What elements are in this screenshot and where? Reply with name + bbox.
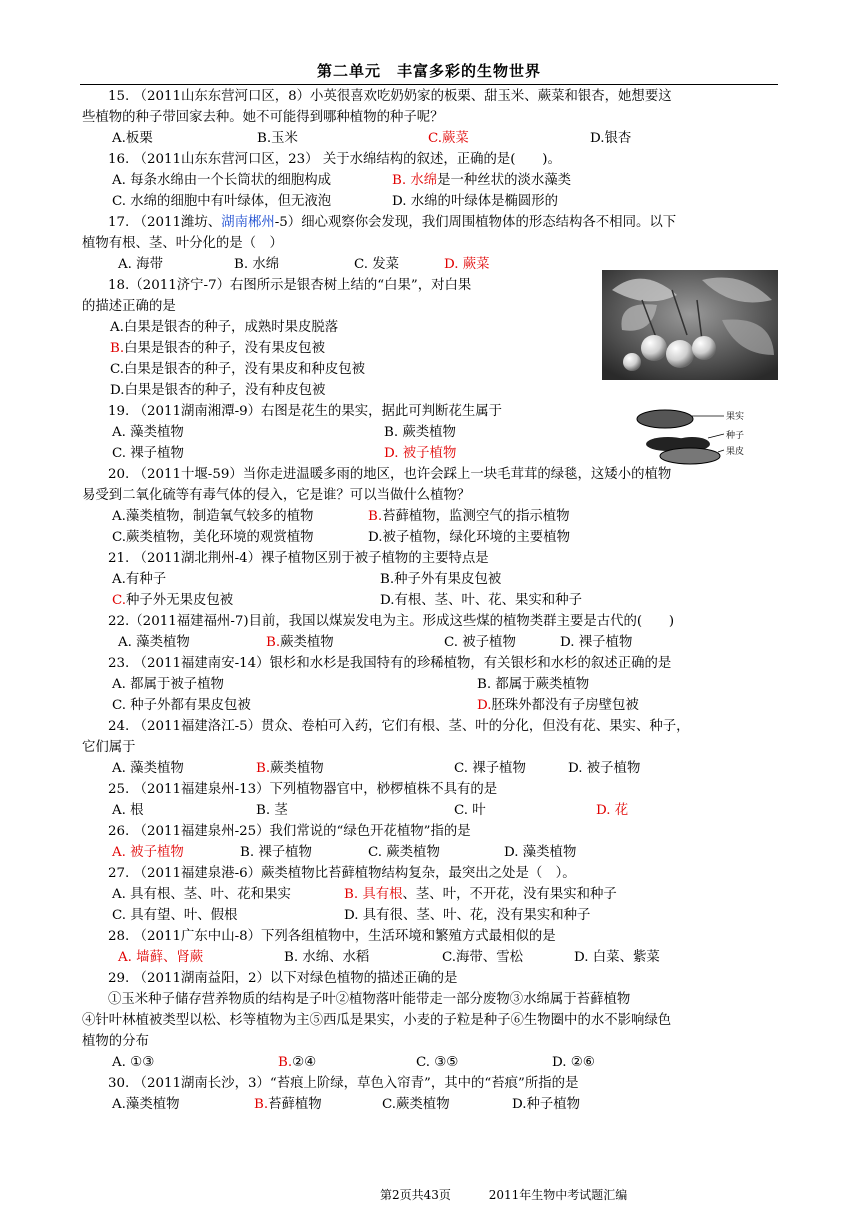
q28-stem: 28. （2011广东中山-8）下列各组植物中，生活环境和繁殖方式最相似的是 [108, 929, 556, 944]
q23-options-2 [82, 695, 776, 716]
q24-option-b-key: B. [256, 761, 271, 776]
q29-option-c: C. ③⑤ [416, 1055, 459, 1070]
q30-stem: 30. （2011湖南长沙，3）“苔痕上阶绿，草色入帘青”，其中的“苔痕”所指的是 [108, 1076, 579, 1091]
q20-option-b-key: B. [368, 509, 383, 524]
q24-option-b-text: 蕨类植物 [270, 761, 324, 776]
q30-option-c: C.蕨类植物 [382, 1097, 450, 1112]
q25-option-b: B. 茎 [256, 803, 288, 818]
q20-options-2 [82, 527, 776, 548]
q20-option-b-text: 苔藓植物，监测空气的指示植物 [382, 509, 570, 524]
q25-option-d: D. 花 [596, 803, 629, 818]
q20-stem-2: 易受到二氧化硫等有毒气体的侵入，它是谁？可以当做什么植物？ [82, 488, 471, 503]
q26-stem: 26. （2011福建泉州-25）我们常说的“绿色开花植物”指的是 [108, 824, 471, 839]
q30-option-b-text: 苔藓植物 [268, 1097, 322, 1112]
q16-option-d: D. 水绵的叶绿体是椭圆形的 [392, 194, 559, 209]
q15-emphasis: 不可能 [256, 110, 297, 125]
q25-options [82, 800, 776, 821]
q20-option-b [368, 506, 570, 527]
q21-options-2 [82, 590, 776, 611]
q28-option-c: C.海带、雪松 [442, 950, 523, 965]
label-fruit: 果实 [726, 412, 745, 422]
q21-stem: 21. （2011湖北荆州-4）裸子植物区别于被子植物的主要特点是 [108, 551, 489, 566]
q26-options [82, 842, 776, 863]
label-peel: 果皮 [726, 447, 745, 457]
q18-option-b [82, 338, 776, 359]
q24-option-a: A. 藻类植物 [112, 761, 184, 776]
page-number: 第2页共43页 [380, 1188, 451, 1202]
q23-option-d-text: 胚珠外都没有子房壁包被 [491, 698, 639, 713]
q22-option-a: A. 藻类植物 [118, 635, 190, 650]
q16-option-b-key: B. 水绵 [392, 173, 438, 188]
q15-stem-2a: 些植物的种子带回家去种。她 [82, 110, 257, 125]
page-header: 第二单元 丰富多彩的生物世界 [316, 62, 541, 80]
q29-stem-3: ④针叶林植被类型以松、杉等植物为主⑤西瓜是果实，小麦的子粒是种子⑥生物圈中的水不影响绿色 [82, 1013, 672, 1028]
q16-options-1 [82, 170, 776, 191]
q29-option-b [278, 1052, 316, 1073]
q26-option-a: A. 被子植物 [112, 845, 184, 860]
q30-options [82, 1094, 776, 1115]
q21-option-c [112, 590, 233, 611]
q17-stem-2: 植物有根、茎、叶分化的是（ ） [82, 236, 283, 251]
q29-options [82, 1052, 776, 1073]
q27-option-b [344, 884, 617, 905]
q24-option-b [256, 758, 324, 779]
q25-stem [82, 779, 776, 800]
q26-option-d: D. 藻类植物 [504, 845, 577, 860]
q22-stem: 22.（2011福建福州-7)目前，我国以煤炭发电为主。形成这些煤的植物类群主要是古代的( ) [108, 614, 675, 629]
q17-stem-1 [82, 212, 776, 233]
q15-stem-2 [82, 107, 776, 128]
q30-option-a: A.藻类植物 [112, 1097, 180, 1112]
q17-options [82, 254, 776, 275]
q28-option-a: A. 墙藓、肾蕨 [118, 950, 204, 965]
q18-option-b-text: 白果是银杏的种子，没有果皮包被 [124, 341, 325, 356]
q21-option-d: D.有根、茎、叶、花、果实和种子 [380, 593, 582, 608]
q15-options [82, 128, 776, 149]
q15-stem-2c: 得到哪种植物的种子呢？ [296, 110, 444, 125]
q21-option-c-text: 种子外无果皮包被 [126, 593, 234, 608]
q19-option-a: A. 藻类植物 [112, 425, 184, 440]
q15-option-b: B.玉米 [257, 131, 298, 146]
q16-option-c: C. 水绵的细胞中有叶绿体，但无液泡 [112, 194, 332, 209]
q24-stem-2: 它们属于 [82, 740, 136, 755]
q19-option-b: B. 蕨类植物 [384, 425, 456, 440]
q27-options-1 [82, 884, 776, 905]
q23-options-1 [82, 674, 776, 695]
q20-option-a: A.藻类植物，制造氧气较多的植物 [112, 509, 314, 524]
q22-option-d: D. 裸子植物 [560, 635, 633, 650]
q30-option-b [254, 1094, 322, 1115]
q23-option-a: A. 都属于被子植物 [112, 677, 224, 692]
q18-option-a: A.白果是银杏的种子，成熟时果皮脱落 [110, 320, 339, 335]
q17-stem-1c: -5）细心观察你会发现，我们周围植物体的形态结构各不相同。以下 [274, 215, 677, 230]
q22-option-b [266, 632, 334, 653]
q23-option-c: C. 种子外都有果皮包被 [112, 698, 251, 713]
q27-options-2 [82, 905, 776, 926]
q17-source-link: 湖南郴州 [221, 215, 275, 230]
q20-options-1 [82, 506, 776, 527]
q30-option-b-key: B. [254, 1097, 269, 1112]
q29-option-d: D. ②⑥ [552, 1055, 595, 1070]
q25-stem-c: 的是 [470, 782, 498, 797]
q18-option-c: C.白果是银杏的种子，没有果皮和种皮包被 [110, 362, 366, 377]
q20-option-c: C.蕨类植物，美化环境的观赏植物 [112, 530, 314, 545]
q19-stem: 19. （2011湖南湘潭-9）右图是花生的果实，据此可判断花生属于 [108, 404, 503, 419]
q27-option-b-key: B. 具有根 [344, 887, 403, 902]
q18-option-d: D.白果是银杏的种子，没有种皮包被 [110, 383, 326, 398]
q21-option-c-key: C. [112, 593, 127, 608]
q28-option-d: D. 白菜、紫菜 [574, 950, 660, 965]
q21-option-a: A.有种子 [112, 572, 167, 587]
q21-options-1 [82, 569, 776, 590]
q23-option-d [477, 695, 639, 716]
q29-option-b-key: B. [278, 1055, 293, 1070]
q15-option-a: A.板栗 [112, 131, 153, 146]
q17-option-c: C. 发菜 [354, 257, 400, 272]
q29-option-b-text: ②④ [292, 1055, 317, 1070]
q30-option-d: D.种子植物 [512, 1097, 581, 1112]
q20-option-d: D.被子植物，绿化环境的主要植物 [368, 530, 570, 545]
q16-stem: 16. （2011山东东营河口区，23） 关于水绵结构的叙述，正确的是( )。 [108, 152, 561, 167]
q22-option-c: C. 被子植物 [444, 635, 516, 650]
q29-stem-2: ①玉米种子储存营养物质的结构是子叶②植物落叶能带走一部分废物③水绵属于苔藓植物 [108, 992, 631, 1007]
q20-stem-1: 20. （2011十堰-59）当你走进温暖多雨的地区，也许会踩上一块毛茸茸的绿毯，这矮小的植物 [108, 467, 672, 482]
q18-option-b-key: B. [110, 341, 125, 356]
q25-emphasis: 不具有 [430, 782, 471, 797]
q27-stem: 27. （2011福建泉港-6）蕨类植物比苔藓植物结构复杂，最突出之处是（ ）。 [108, 866, 576, 881]
footer-title: 2011年生物中考试题汇编 [488, 1188, 628, 1202]
q16-option-b-text: 是一种丝状的淡水藻类 [437, 173, 572, 188]
q24-option-c: C. 裸子植物 [454, 761, 526, 776]
q19-options-1 [82, 422, 776, 443]
q16-options-2 [82, 191, 776, 212]
question-list [82, 86, 776, 1115]
header-rule [80, 84, 778, 85]
q24-option-d: D. 被子植物 [568, 761, 641, 776]
q25-stem-a: 25. （2011福建泉州-13）下列植物器官中，桫椤植株 [108, 782, 431, 797]
q21-option-b: B.种子外有果皮包被 [380, 572, 502, 587]
q17-option-b: B. 水绵 [234, 257, 280, 272]
q24-options [82, 758, 776, 779]
q19-option-c: C. 裸子植物 [112, 446, 184, 461]
q25-option-c: C. 叶 [454, 803, 486, 818]
q27-option-a: A. 具有根、茎、叶、花和果实 [112, 887, 291, 902]
q19-options-2 [82, 443, 776, 464]
q25-option-a: A. 根 [112, 803, 144, 818]
q15-option-d: D.银杏 [590, 131, 632, 146]
q22-option-b-key: B. [266, 635, 281, 650]
q27-option-b-text: 、茎、叶，不开花，没有果实和种子 [402, 887, 617, 902]
q27-option-d: D. 具有很、茎、叶、花，没有果实和种子 [344, 908, 591, 923]
q17-stem-1a: 17. （2011潍坊、 [108, 215, 222, 230]
q22-options [82, 632, 776, 653]
q16-option-b [392, 170, 571, 191]
q18-stem-2: 的描述正确的是 [82, 299, 176, 314]
q28-option-b: B. 水绵、水稻 [284, 950, 370, 965]
q19-option-d: D. 被子植物 [384, 446, 457, 461]
page-footer [380, 1186, 661, 1203]
q26-option-c: C. 蕨类植物 [368, 845, 440, 860]
q17-option-d: D. 蕨菜 [444, 257, 490, 272]
q23-stem: 23. （2011福建南安-14）银杉和水杉是我国特有的珍稀植物，有关银杉和水杉的叙述正确的是 [108, 656, 672, 671]
label-seed: 种子 [726, 431, 745, 441]
q22-option-b-text: 蕨类植物 [280, 635, 334, 650]
q29-stem-1: 29. （2011湖南益阳，2）以下对绿色植物的描述正确的是 [108, 971, 458, 986]
q17-option-a: A. 海带 [118, 257, 163, 272]
q27-option-c: C. 具有望、叶、假根 [112, 908, 238, 923]
q15-stem-1: 15. （2011山东东营河口区，8）小英很喜欢吃奶奶家的板栗、甜玉米、蕨菜和银杏，她想要这 [108, 89, 672, 104]
q26-option-b: B. 裸子植物 [240, 845, 312, 860]
q15-option-c: C.蕨菜 [428, 131, 469, 146]
q29-option-a: A. ①③ [112, 1055, 155, 1070]
q16-option-a: A. 每条水绵由一个长筒状的细胞构成 [112, 173, 332, 188]
q23-option-b: B. 都属于蕨类植物 [477, 677, 590, 692]
q23-option-d-key: D. [477, 698, 492, 713]
q24-stem-1: 24. （2011福建洛江-5）贯众、卷柏可入药，它们有根、茎、叶的分化，但没有花、果实、种子， [108, 719, 690, 734]
q29-stem-4: 植物的分布 [82, 1034, 149, 1049]
q28-options [82, 947, 776, 968]
q18-stem-1: 18.（2011济宁-7）右图所示是银杏树上结的“白果”，对白果 [108, 278, 472, 293]
